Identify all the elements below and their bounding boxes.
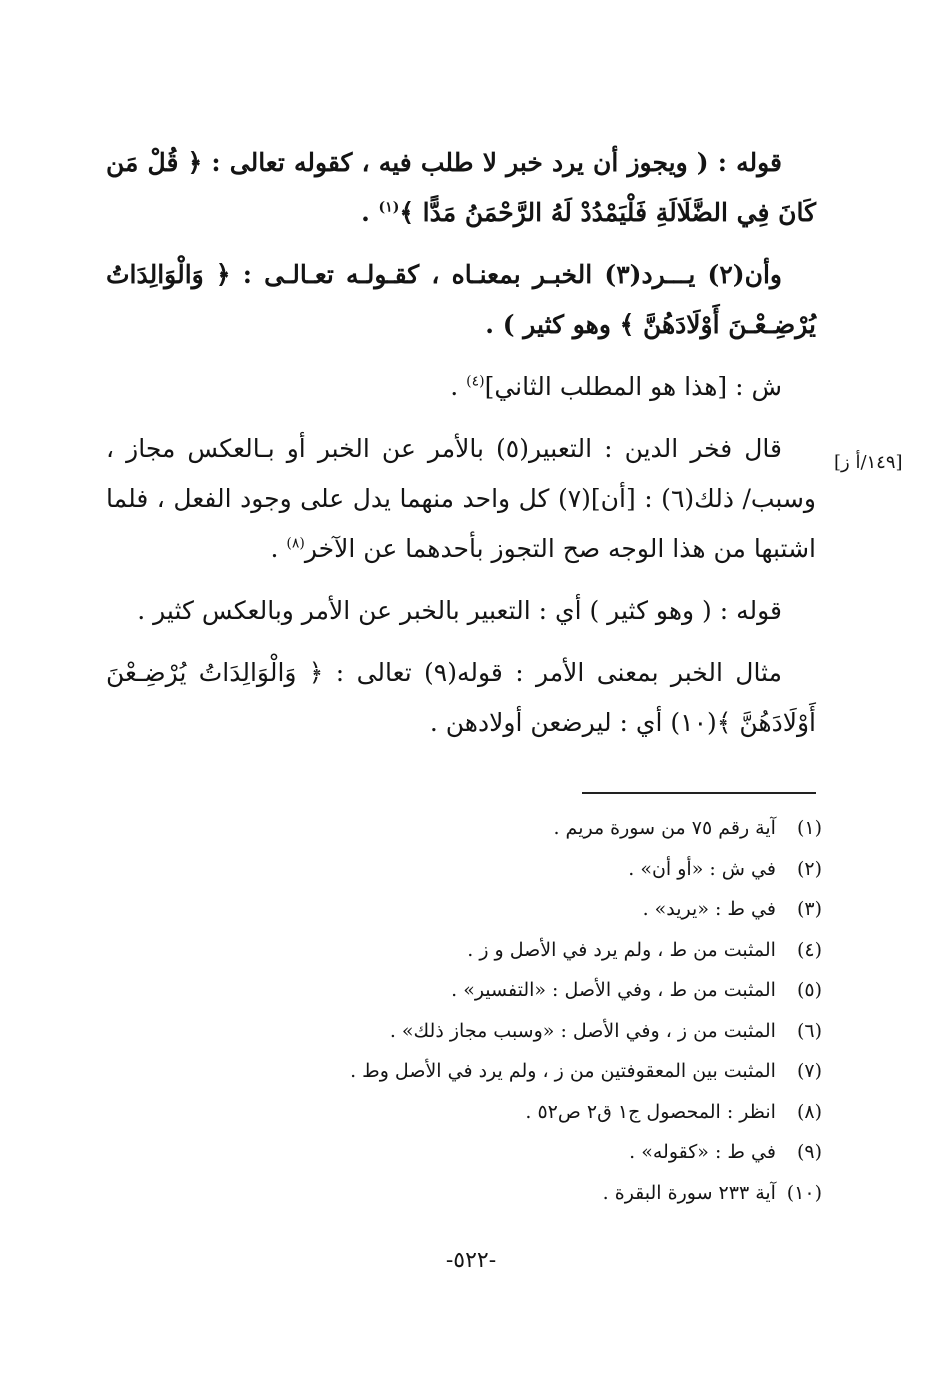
footnote-text: في ش : «أو أن» . [628,857,776,880]
footnote-text: المثبت من ط ، ولم يرد في الأصل و ز . [467,938,776,961]
footnote-number: (٢) [796,857,822,880]
footnote-text: انظر : المحصول ج١ ق٢ ص٥٢ . [525,1100,776,1123]
footnote-item [302,849,822,890]
paragraph-4 [106,424,816,574]
paragraph-1-text: قوله : ( ويجوز أن يرد خبر لا طلب فيه ، كقوله تعالى : ﴿ قُلْ مَن كَانَ فِي الضَّلَالَةِ فَلْيَمْدُدْ لَهُ الرَّحْمَنُ مَدًّا ﴾ [106,148,816,227]
footnote-number: (٤) [796,938,822,961]
footnote-item [302,889,822,930]
footnote-text: المثبت من ز ، وفي الأصل : «وسبب مجاز ذلك» . [389,1019,776,1042]
page-number: -٥٢٢- [445,1248,497,1273]
footnote-number: (٣) [796,898,822,920]
footnote-item [302,1132,822,1173]
footnote-item [302,930,822,971]
footnote-number: (١) [796,817,822,839]
footnote-text: آية رقم ٧٥ من سورة مريم . [553,817,776,839]
footnote-divider [582,792,816,794]
footnote-item [302,970,822,1011]
paragraph-1-tail: . [361,198,379,227]
paragraph-2 [106,250,816,350]
main-text [106,138,816,760]
paragraph-5 [106,586,816,636]
footnote-marker-4: (٤) [466,373,485,390]
paragraph-3 [106,362,816,412]
footnote-item [302,1092,822,1133]
footnote-text: المثبت من ط ، وفي الأصل : «التفسير» . [451,979,776,1001]
footnote-text: في ط : «يريد» . [642,898,776,920]
footnotes-list [302,808,822,1213]
paragraph-4-text: قال فخر الدين : التعبير(٥) بالأمر عن الخبر أو بـالعكس مجاز ، وسبب/ ذلك(٦) : [أن](٧) كل واحد منهما يدل على وجود الفعل ، فلما اشتبها من هذا الوجه صح التجوز بأحدهما عن الآخر [106,434,816,563]
footnote-number: (١٠) [786,1181,822,1204]
paragraph-2-text: وأن(٢) يـــرد(٣) الخبـر بمعنـاه ، كقـولـه تعـالـى : ﴿ وَالْوَالِدَاتُ يُرْضِـعْـنَ أَوْلَادَهُنَّ ﴾ وهو كثير ) . [106,260,816,339]
footnote-text: آية ٢٣٣ سورة البقرة . [602,1181,776,1204]
footnote-text: في ط : «كقوله» . [629,1141,776,1163]
paragraph-4-tail: . [270,534,287,563]
footnote-item [302,1051,822,1092]
footnote-text: المثبت بين المعقوفتين من ز ، ولم يرد في الأصل وط . [350,1060,776,1082]
footnote-item [302,808,822,849]
footnote-marker-1: (١) [378,199,400,216]
paragraph-3-tail: . [450,372,467,401]
footnote-number: (٩) [796,1141,822,1163]
footnote-number: (٧) [796,1060,822,1082]
paragraph-3-text: ش : [هذا هو المطلب الثاني] [484,372,782,401]
footnote-number: (٦) [796,1019,822,1042]
margin-note: [١٤٩/أ ز] [834,452,903,473]
paragraph-5-text: قوله : ( وهو كثير ) أي : التعبير بالخبر عن الأمر وبالعكس كثير . [137,596,782,625]
footnote-number: (٥) [796,979,822,1001]
paragraph-6 [106,648,816,748]
footnote-number: (٨) [796,1100,822,1123]
paragraph-1 [106,138,816,238]
footnote-item [302,1173,822,1214]
footnote-marker-8: (٨) [286,535,305,552]
footnote-item [302,1011,822,1052]
paragraph-6-text: مثال الخبر بمعنى الأمر : قوله(٩) تعالى : ﴿ وَالْوَالِدَاتُ يُرْضِـعْنَ أَوْلَادَهُنَّ ﴾(١٠) أي : ليرضعن أولادهن . [106,658,816,737]
